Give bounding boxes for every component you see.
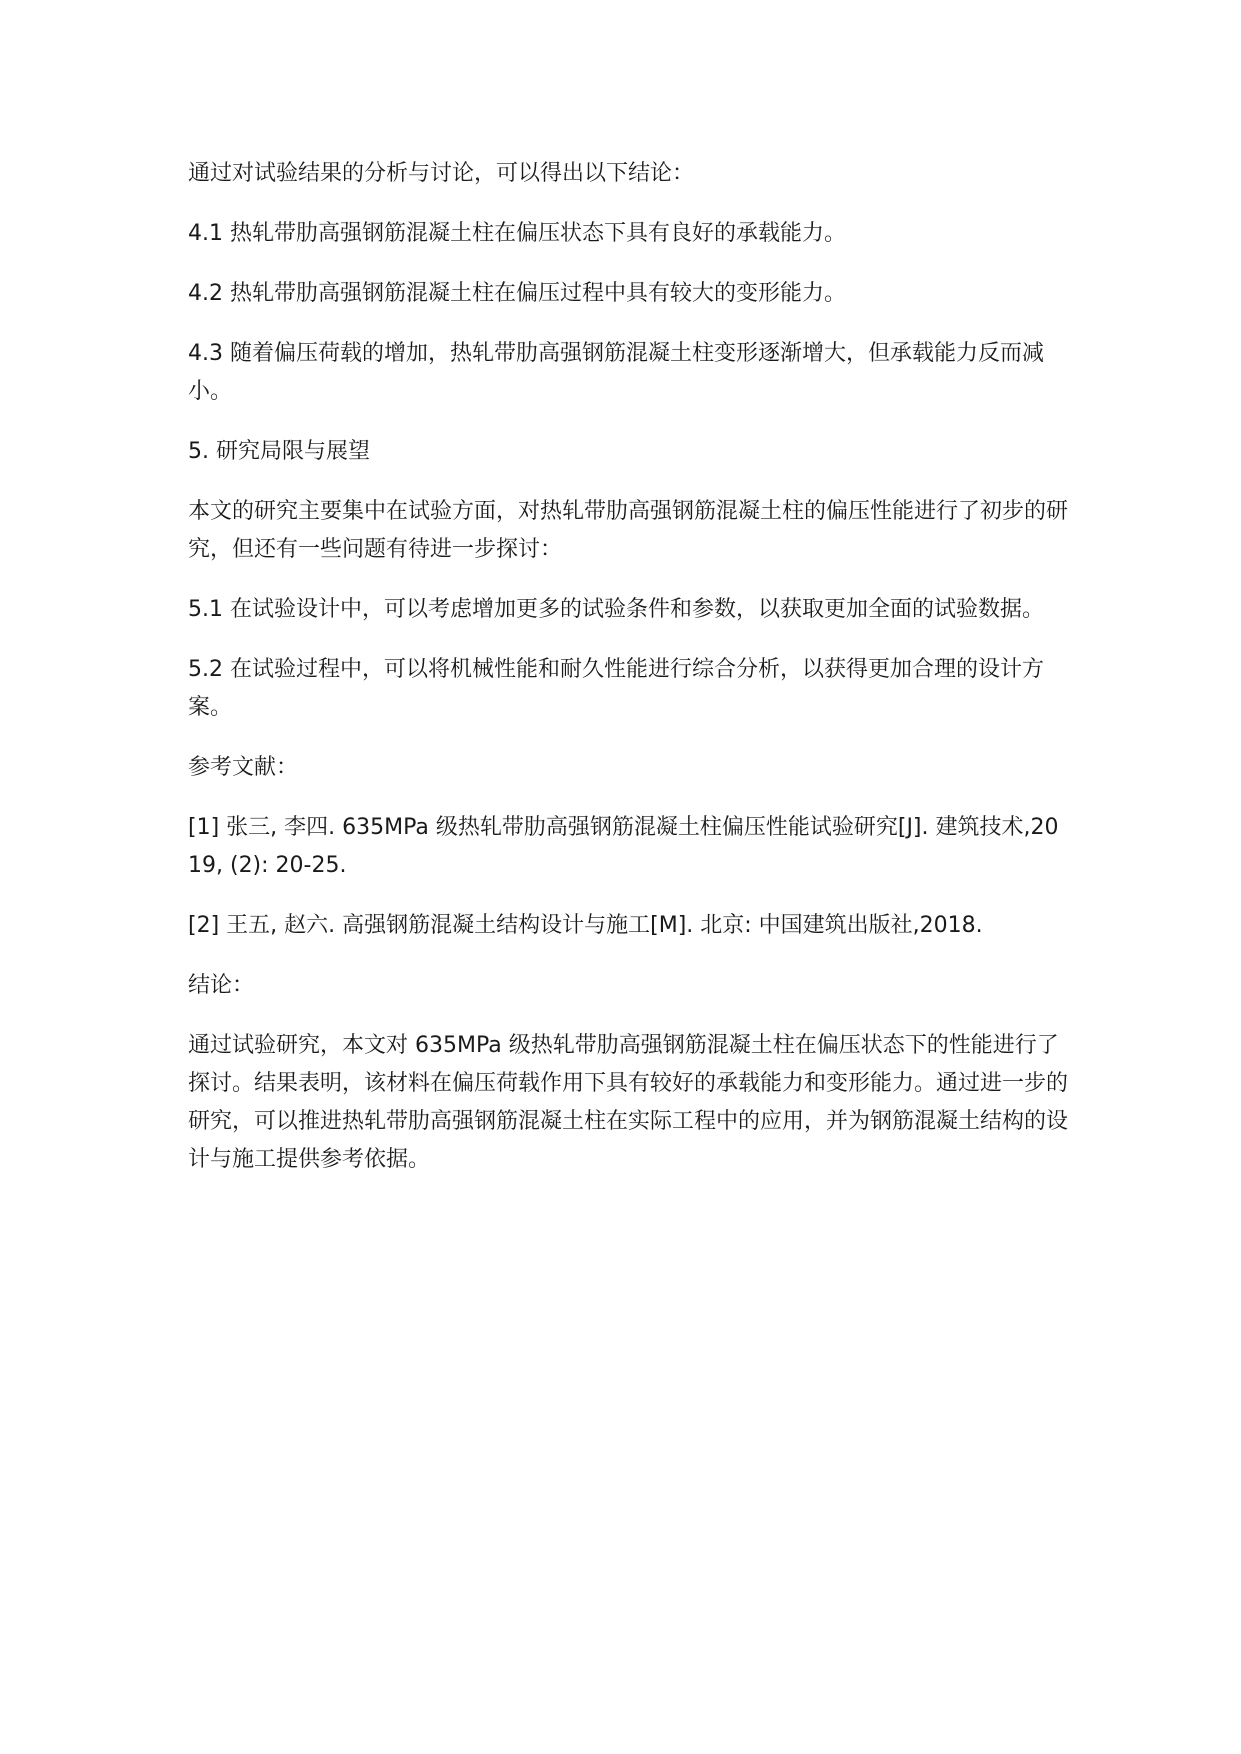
paragraph-limitation-5-2: 5.2 在试验过程中，可以将机械性能和耐久性能进行综合分析，以获得更加合理的设计方案。 bbox=[188, 657, 1044, 720]
references-heading: 参考文献： bbox=[188, 755, 299, 780]
conclusion-heading: 结论： bbox=[188, 973, 255, 998]
paragraph-limitations-intro: 本文的研究主要集中在试验方面，对热轧带肋高强钢筋混凝土柱的偏压性能进行了初步的研究，但还有一些问题有待进一步探讨： bbox=[188, 499, 1069, 562]
paragraph-conclusion-4-1: 4.1 热轧带肋高强钢筋混凝土柱在偏压状态下具有良好的承载能力。 bbox=[188, 221, 846, 246]
paragraph-final-conclusion: 通过试验研究，本文对 635MPa 级热轧带肋高强钢筋混凝土柱在偏压状态下的性能进行了探讨。结果表明，该材料在偏压荷载作用下具有较好的承载能力和变形能力。通过进一步的研究，可以推进热轧带肋高强钢筋混凝土柱在实际工程中的应用，并为钢筋混凝土结构的设计与施工提供参考依据。 bbox=[188, 1033, 1069, 1172]
paragraph-conclusion-4-3: 4.3 随着偏压荷载的增加，热轧带肋高强钢筋混凝土柱变形逐渐增大，但承载能力反而减小。 bbox=[188, 341, 1044, 404]
section-heading-limitations: 5. 研究局限与展望 bbox=[188, 439, 370, 464]
reference-item-1: [1] 张三, 李四. 635MPa 级热轧带肋高强钢筋混凝土柱偏压性能试验研究[J]. 建筑技术,2019, (2): 20-25. bbox=[188, 815, 1059, 878]
paragraph-conclusion-intro: 通过对试验结果的分析与讨论，可以得出以下结论： bbox=[188, 161, 695, 186]
paragraph-conclusion-4-2: 4.2 热轧带肋高强钢筋混凝土柱在偏压过程中具有较大的变形能力。 bbox=[188, 281, 846, 306]
reference-item-2: [2] 王五, 赵六. 高强钢筋混凝土结构设计与施工[M]. 北京: 中国建筑出版社,2018. bbox=[188, 913, 983, 938]
paragraph-limitation-5-1: 5.1 在试验设计中，可以考虑增加更多的试验条件和参数，以获取更加全面的试验数据。 bbox=[188, 597, 1044, 622]
document-body bbox=[188, 155, 1068, 1201]
